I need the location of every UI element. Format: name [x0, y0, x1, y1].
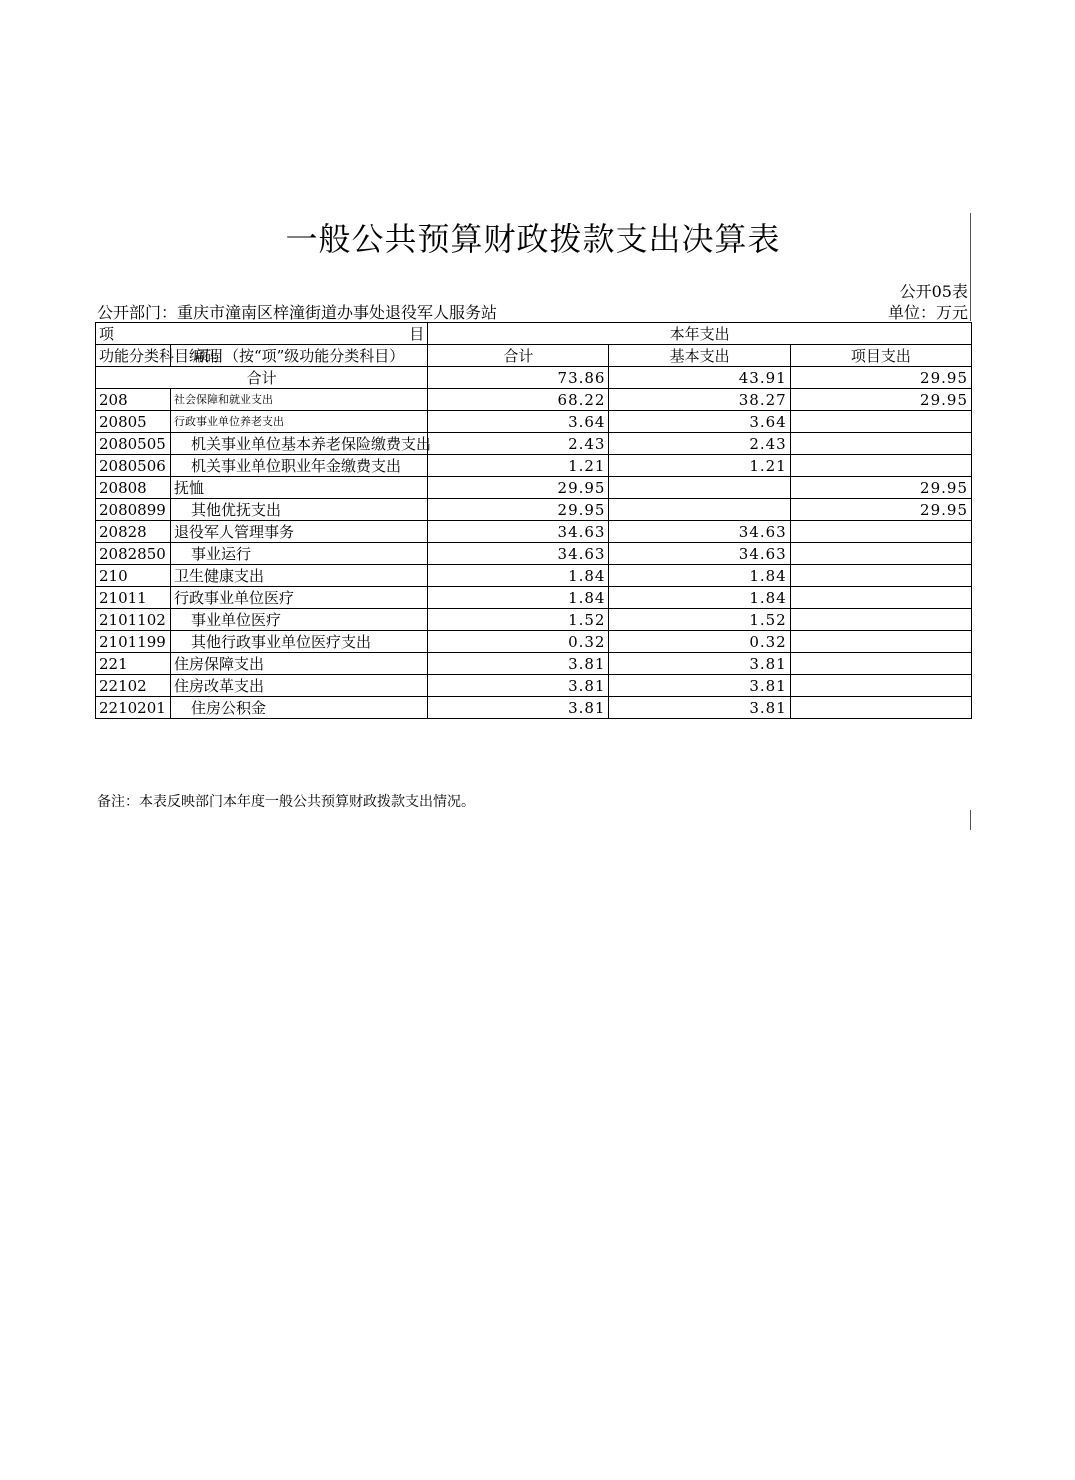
header-row-top [96, 323, 972, 345]
project-cell [790, 697, 971, 719]
total-cell: 1.84 [428, 565, 609, 587]
footnote: 备注：本表反映部门本年度一般公共预算财政拨款支出情况。 [97, 794, 475, 810]
name-cell: 住房保障支出 [170, 653, 427, 675]
table-row [96, 477, 972, 499]
code-cell: 221 [96, 653, 171, 675]
total-cell: 1.84 [428, 587, 609, 609]
header-item-left: 项 [99, 324, 115, 343]
table-row [96, 455, 972, 477]
total-cell: 29.95 [428, 499, 609, 521]
basic-cell [609, 477, 790, 499]
basic-cell: 38.27 [609, 389, 790, 411]
total-row [96, 367, 972, 389]
table-row [96, 389, 972, 411]
code-cell: 2210201 [96, 697, 171, 719]
total-cell: 2.43 [428, 433, 609, 455]
name-cell: 其他行政事业单位医疗支出 [170, 631, 427, 653]
table-row [96, 587, 972, 609]
name-cell: 其他优抚支出 [170, 499, 427, 521]
basic-cell: 1.21 [609, 455, 790, 477]
header-item-cell [96, 323, 428, 345]
total-cell: 1.21 [428, 455, 609, 477]
total-cell: 34.63 [428, 543, 609, 565]
header-code-col: 功能分类科目编码 [96, 345, 171, 367]
project-cell [790, 455, 971, 477]
total-cell: 3.64 [428, 411, 609, 433]
edge-line-top [970, 213, 971, 321]
project-cell [790, 565, 971, 587]
table-row [96, 565, 972, 587]
project-cell: 29.95 [790, 389, 971, 411]
basic-cell: 34.63 [609, 543, 790, 565]
code-cell: 22102 [96, 675, 171, 697]
header-basic-col: 基本支出 [609, 345, 790, 367]
project-cell [790, 521, 971, 543]
total-cell: 0.32 [428, 631, 609, 653]
total-cell: 1.52 [428, 609, 609, 631]
basic-cell: 0.32 [609, 631, 790, 653]
code-cell: 2101102 [96, 609, 171, 631]
total-cell: 29.95 [428, 477, 609, 499]
total-cell: 34.63 [428, 521, 609, 543]
header-total-col: 合计 [428, 345, 609, 367]
project-cell [790, 543, 971, 565]
edge-line-bottom [970, 810, 971, 830]
header-current-year: 本年支出 [428, 323, 972, 345]
unit-label: 单位：万元 [887, 303, 968, 322]
name-cell: 机关事业单位职业年金缴费支出 [170, 455, 427, 477]
basic-cell: 3.81 [609, 675, 790, 697]
project-cell [790, 433, 971, 455]
total-cell: 3.81 [428, 697, 609, 719]
table-row [96, 631, 972, 653]
name-cell: 事业运行 [170, 543, 427, 565]
code-cell: 21011 [96, 587, 171, 609]
project-cell [790, 411, 971, 433]
table-row [96, 521, 972, 543]
basic-cell: 3.81 [609, 697, 790, 719]
code-cell: 2080899 [96, 499, 171, 521]
code-cell: 2080505 [96, 433, 171, 455]
basic-cell: 34.63 [609, 521, 790, 543]
project-cell [790, 609, 971, 631]
header-row-columns [96, 345, 972, 367]
total-basic: 43.91 [609, 367, 790, 389]
name-cell: 机关事业单位基本养老保险缴费支出 [170, 433, 427, 455]
budget-table [95, 322, 972, 719]
project-cell [790, 587, 971, 609]
table-row [96, 411, 972, 433]
name-cell: 住房公积金 [170, 697, 427, 719]
code-cell: 20828 [96, 521, 171, 543]
header-project-col: 项目支出 [790, 345, 971, 367]
total-cell: 3.81 [428, 675, 609, 697]
basic-cell: 1.84 [609, 587, 790, 609]
header-item-right: 目 [409, 324, 425, 343]
project-cell [790, 653, 971, 675]
basic-cell: 3.64 [609, 411, 790, 433]
page-title: 一般公共预算财政拨款支出决算表 [285, 220, 781, 258]
department-label: 公开部门：重庆市潼南区梓潼街道办事处退役军人服务站 [97, 303, 498, 322]
basic-cell: 2.43 [609, 433, 790, 455]
code-cell: 20805 [96, 411, 171, 433]
basic-cell: 1.84 [609, 565, 790, 587]
name-cell: 卫生健康支出 [170, 565, 427, 587]
total-cell: 68.22 [428, 389, 609, 411]
code-cell: 2080506 [96, 455, 171, 477]
name-cell: 行政事业单位医疗 [170, 587, 427, 609]
total-sum: 73.86 [428, 367, 609, 389]
table-row [96, 543, 972, 565]
basic-cell [609, 499, 790, 521]
header-name-col: 项目（按“项”级功能分类科目） [170, 345, 427, 367]
code-cell: 2101199 [96, 631, 171, 653]
table-row [96, 609, 972, 631]
name-cell: 行政事业单位养老支出 [170, 411, 427, 433]
total-project: 29.95 [790, 367, 971, 389]
total-cell: 3.81 [428, 653, 609, 675]
name-cell: 住房改革支出 [170, 675, 427, 697]
code-cell: 208 [96, 389, 171, 411]
name-cell: 退役军人管理事务 [170, 521, 427, 543]
project-cell: 29.95 [790, 499, 971, 521]
basic-cell: 3.81 [609, 653, 790, 675]
project-cell [790, 631, 971, 653]
table-row [96, 499, 972, 521]
basic-cell: 1.52 [609, 609, 790, 631]
total-label: 合计 [96, 367, 428, 389]
code-cell: 2082850 [96, 543, 171, 565]
table-row [96, 433, 972, 455]
name-cell: 事业单位医疗 [170, 609, 427, 631]
table-row [96, 675, 972, 697]
project-cell [790, 675, 971, 697]
name-cell: 社会保障和就业支出 [170, 389, 427, 411]
form-number: 公开05表 [899, 282, 968, 301]
project-cell: 29.95 [790, 477, 971, 499]
name-cell: 抚恤 [170, 477, 427, 499]
table-row [96, 697, 972, 719]
code-cell: 210 [96, 565, 171, 587]
code-cell: 20808 [96, 477, 171, 499]
table-row [96, 653, 972, 675]
